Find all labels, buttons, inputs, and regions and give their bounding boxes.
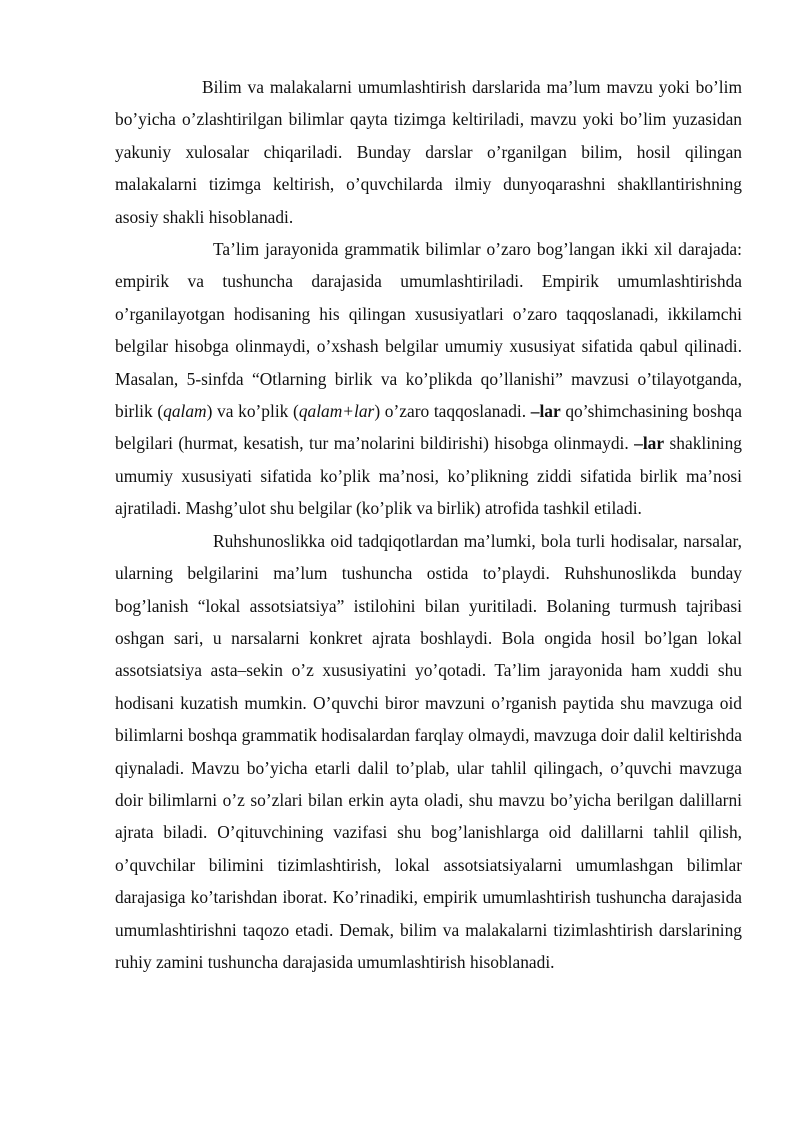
- paragraph-text: shaklining umumiy xususiyati sifatida ko’plik ma’nosi, ko’plikning ziddi sifatida birlik ma’nosi ajratiladi. Mashg’ulot shu belgilar (ko’plik va birlik) atrofida tashkil etiladi.: [115, 433, 742, 519]
- example-singular: qalam: [163, 401, 207, 422]
- paragraph-text: ) va ko’plik (: [206, 401, 299, 422]
- paragraph-local-association: Ruhshunoslikka oid tadqiqotlardan ma’lumki, bola turli hodisalar, narsalar, ularning belgilarini ma’lum tushuncha ostida to’playdi. Ruhshunoslikda bunday bog’lanish “lokal assotsiatsiya” istilohini bilan yuritiladi. Bolaning turmush tajribasi oshgan sari, u narsalarni konkret ajrata boshlaydi. Bola ongida hosil bo’lgan lokal assotsiatsiya asta–sekin o’z xususiyatini yo’qotadi. Ta’lim jarayonida ham xuddi shu hodisani kuzatish mumkin. O’quvchi biror mavzuni o’rganish paytida shu mavzuga oid bilimlarni boshqa grammatik hodisalardan farqlay olmaydi, mavzuga doir dalil keltirishda qiynaladi. Mavzu bo’yicha etarli dalil to’plab, ular tahlil qilingach, o’quvchi mavzuga doir bilimlarni o’z so’zlari bilan erkin ayta oladi, shu mavzu bo’yicha berilgan dalillarni ajrata biladi. O’qituvchining vazifasi shu bog’lanishlarga oid dalillarni tahlil qilish, o’quvchilar bilimini tizimlashtirish, lokal assotsiatsiyalarni umumlashgan bilimlar darajasiga ko’tarishdan iborat. Ko’rinadiki, empirik umumlashtirish tushuncha darajasida umumlashtirishni taqozo etadi. Demak, bilim va malakalarni tizimlashtirish darslarining ruhiy zamini tushuncha darajasida umumlashtirish hisoblanadi.: [115, 530, 742, 972]
- paragraph-text: ) o’zaro taqqoslanadi.: [374, 401, 531, 422]
- paragraph-text: Ta’lim jarayonida grammatik bilimlar o’zaro bog’langan ikki xil darajada: empirik va tushuncha darajasida umumlashtiriladi. Empirik umumlashtirishda o’rganilayotgan hodisaning his qilingan xususiyatlari o’zaro taqqoslanadi, ikkilamchi belgilar hisobga olinmaydi, o’xshash belgilar umumiy xususiyat sifatida qabul qilinadi. Masalan, 5-sinfda “Otlarning birlik va ko’plikda qo’llanishi” mavzusi o’tilayotganda, birlik (: [115, 239, 742, 422]
- paragraph-empirical-generalization: [115, 233, 742, 525]
- paragraph-generalization-lessons: Bilim va malakalarni umumlashtirish darslarida ma’lum mavzu yoki bo’lim bo’yicha o’zlashtirilgan bilimlar qayta tizimga keltiriladi, mavzu yoki bo’lim yuzasidan yakuniy xulosalar chiqariladi. Bunday darslar o’rganilgan bilim, hosil qilingan malakalarni tizimga keltirish, o’quvchilarda ilmiy dunyoqarashni shakllantirishning asosiy shakli hisoblanadi.: [115, 77, 742, 227]
- suffix-term: –lar: [530, 401, 561, 422]
- paragraph-text: qo’shimchasining boshqa belgilari (hurmat, kesatish, tur ma’nolarini bildirishi) hisobga olinmaydi.: [115, 401, 742, 454]
- document-page: [115, 71, 742, 978]
- suffix-term: –lar: [634, 433, 665, 454]
- example-plural: qalam+lar: [298, 401, 375, 422]
